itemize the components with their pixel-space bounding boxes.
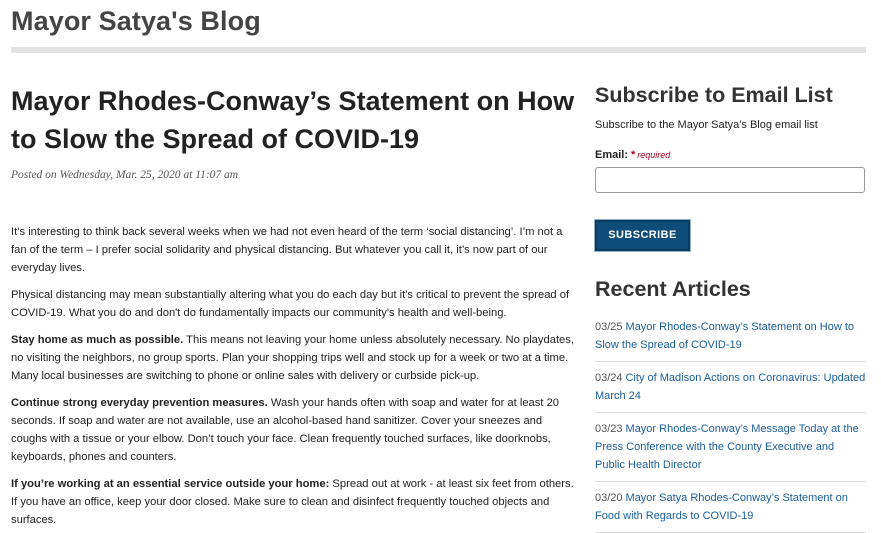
recent-article-item — [595, 311, 866, 362]
required-star: * — [631, 149, 636, 161]
recent-article-link[interactable]: Mayor Rhodes-Conway’s Statement on How to Slow the Spread of COVID-19 — [595, 321, 854, 351]
subscribe-button[interactable]: SUBSCRIBE — [595, 220, 690, 251]
paragraph-4-text: Wash your hands often with soap and water for at least 20 seconds. If soap and water are not available, use an alcohol-based hand sanitizer. Cover your sneezes and coughs with a tissue or your elbow. Don’t touch your face. Clean frequently touched surfaces, like doorknobs, keyboards, phones and counters. — [11, 397, 560, 463]
header-divider — [11, 47, 866, 53]
email-label — [595, 147, 866, 163]
recent-article-date: 03/23 — [595, 423, 623, 435]
paragraph-2: Physical distancing may mean substantially altering what you do each day but it's critical to prevent the spread of COVID-19. What you do and don't do fundamentally impacts our community's health and well-being. — [11, 289, 570, 319]
sidebar — [595, 80, 866, 533]
paragraph-5 — [11, 475, 576, 529]
recent-article-date: 03/20 — [595, 492, 623, 504]
paragraph-4 — [11, 394, 576, 466]
article — [11, 82, 576, 533]
subscribe-description: Subscribe to the Mayor Satya's Blog email list — [595, 119, 818, 131]
email-label-text: Email: — [595, 149, 629, 161]
recent-article-link[interactable]: Mayor Satya Rhodes-Conway’s Statement on Food with Regards to COVID-19 — [595, 492, 848, 522]
recent-articles-list — [595, 311, 866, 533]
recent-article-date: 03/24 — [595, 372, 623, 384]
site-title[interactable]: Mayor Satya's Blog — [11, 6, 261, 36]
paragraph-5-lead: If you’re working at an essential service outside your home: — [11, 478, 330, 490]
recent-article-item — [595, 413, 866, 482]
recent-articles-heading: Recent Articles — [595, 277, 751, 301]
recent-article-item — [595, 482, 866, 533]
subscribe-heading: Subscribe to Email List — [595, 83, 833, 107]
email-field[interactable] — [595, 167, 865, 193]
posted-date: Posted on Wednesday, Mar. 25, 2020 at 11:07 am — [11, 169, 239, 181]
recent-article-date: 03/25 — [595, 321, 623, 333]
recent-article-link[interactable]: City of Madison Actions on Coronavirus: Updated March 24 — [595, 372, 866, 402]
required-note: required — [637, 150, 671, 160]
paragraph-4-lead: Continue strong everyday prevention measures. — [11, 397, 268, 409]
paragraph-1: It’s interesting to think back several weeks when we had not even heard of the term ‘social distancing’. I’m not a fan of the term – I prefer social solidarity and physical distancing. But whatever you call it, it’s now part of our everyday lives. — [11, 226, 563, 274]
paragraph-5-text: Spread out at work - at least six feet from others. If you have an office, keep your door closed. Make sure to clean and disinfect frequently touched objects and surfaces. — [11, 478, 574, 526]
paragraph-3-text: This means not leaving your home unless absolutely necessary. No playdates, no visiting the neighbors, no group sports. Plan your shopping trips well and stock up for a week or two at a time. Many local businesses are switching to phone or online sales with delivery or curbside pick-up. — [11, 334, 574, 382]
paragraph-3 — [11, 331, 576, 385]
recent-article-link[interactable]: Mayor Rhodes-Conway’s Message Today at the Press Conference with the County Executive and Public Health Director — [595, 423, 859, 471]
article-title: Mayor Rhodes-Conway’s Statement on How to Slow the Spread of COVID-19 — [11, 86, 575, 154]
article-body — [11, 223, 576, 529]
recent-article-item — [595, 362, 866, 413]
paragraph-3-lead: Stay home as much as possible. — [11, 334, 184, 346]
